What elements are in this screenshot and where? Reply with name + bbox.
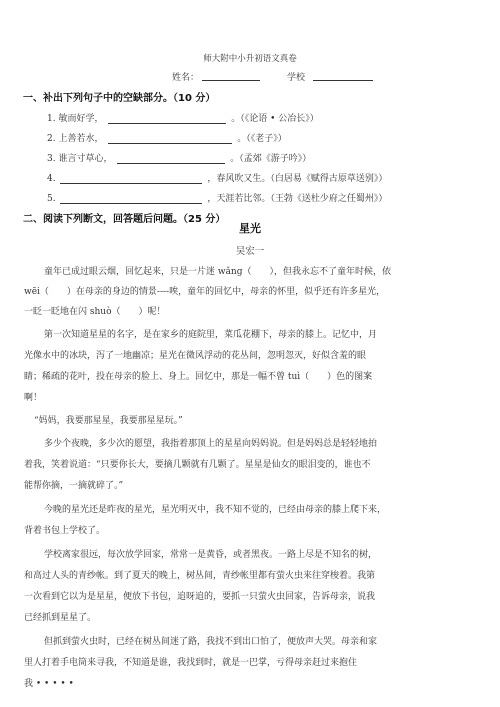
question-number: 3.	[47, 154, 56, 164]
question-number: 4.	[47, 174, 56, 184]
question-1	[47, 111, 319, 124]
question-text-before: 上善若水，	[58, 134, 104, 144]
answer-blank[interactable]	[60, 193, 202, 204]
passage-line: 我 • • • • •	[24, 679, 74, 689]
passage-title: 星光	[239, 222, 261, 235]
passage-line: 童年已成过眼云烟，回忆起来，只是一片迷 wǎng（ ），但我永忘不了童年时候，依	[44, 267, 391, 277]
passage-line: 学校离家很远，每次放学回家，常常一是黄昏，或者黑夜。一路上尽是不知名的树，	[44, 550, 378, 560]
passage-line: 一眨一眨地在闪 shuò（ ）呢！	[24, 307, 166, 317]
answer-blank[interactable]	[108, 113, 226, 124]
name-field[interactable]	[202, 70, 260, 81]
passage-line: 已经抓到星星了。	[24, 613, 97, 623]
passage-line: 第一次知道星星的名字，是在家乡的庭院里，菜瓜花棚下，母亲的膝上。记忆中，月	[44, 330, 378, 340]
question-text-after: ，天涯若比邻。（王勃《送杜少府之任蜀州》）	[207, 194, 388, 204]
question-2	[47, 131, 287, 144]
question-4	[47, 171, 387, 184]
passage-line: 背着书包上学校了。	[24, 526, 106, 536]
question-text-after: 。（《论语 • 公冶长》）	[231, 114, 319, 124]
question-text-after: 。（《老子》）	[237, 134, 287, 144]
question-number: 1.	[47, 114, 56, 124]
passage-line: wēi（ ）在母亲的身边的情景----唉，童年的回忆中，母亲的怀里，似乎还有许多星光，	[24, 287, 386, 297]
passage-line: 但抓到萤火虫时，已经在树丛间迷了路，我找不到出口怕了，便放声大哭。母亲和家	[44, 637, 378, 647]
section2-heading: 二、阅读下列断文，回答题后问题。（25 分）	[23, 214, 226, 225]
question-text-before: 谁言寸草心，	[58, 154, 113, 164]
answer-blank[interactable]	[117, 153, 225, 164]
passage-line: 光像水中的冰块，泻了一地幽凉；星光在微风浮动的花丛间，忽明忽灭，好似含羞的眼	[24, 351, 367, 361]
passage-line: 里人打着手电筒来寻我，不知道是谁，我找到时，就是一巴掌，亏得母亲赶过来抱住	[24, 658, 358, 668]
school-field[interactable]	[313, 70, 373, 81]
school-label: 学校	[287, 73, 306, 83]
passage-line: 和高过人头的青纱帐。到了夏天的晚上，树丛间，青纱帐里都有萤火虫来往穿梭着。我第	[24, 571, 376, 581]
answer-blank[interactable]	[108, 133, 232, 144]
name-label: 姓名：	[172, 73, 200, 83]
question-text-before: 敏而好学，	[58, 114, 104, 124]
passage-line: 啊！	[24, 393, 43, 403]
question-number: 5.	[47, 194, 56, 204]
passage-line: 着我，笑着说道：“只要你长大，要摘几颗就有几颗了。星星是仙女的眼泪变的，谁也不	[24, 460, 371, 470]
question-text-after: ，春风吹又生。（白居易《赋得古原草送别》）	[207, 174, 388, 184]
answer-blank[interactable]	[60, 173, 202, 184]
passage-author: 吴宏一	[235, 246, 265, 257]
passage-line: 睛；稀疏的花叶，投在母亲的脸上、身上。回忆中，那是一幅不曾 tuì（ ）色的图案	[24, 372, 373, 382]
passage-line: 能帮你摘，一摘就碎了。”	[24, 481, 124, 491]
question-3	[47, 151, 311, 164]
passage-line: 多少个夜晚，多少次的愿望，我指着那顶上的星星向妈妈说。但是妈妈总是轻轻地拍	[44, 439, 378, 449]
passage-line: 一次看到它以为是星星，便放下书包，追呀追的，要抓一只萤火虫回家，告诉母亲，说我	[24, 592, 376, 602]
question-5	[47, 191, 387, 204]
exam-title: 师大附中小升初语文真卷	[203, 54, 297, 64]
passage-line: “妈妈，我要那星星，我要那星星玩。”	[34, 416, 183, 426]
question-text-after: 。（孟郊《游子吟》）	[230, 154, 312, 164]
passage-line: 今晚的星光还是昨夜的星光，星光明灭中，我不知不觉的，已经由母亲的膝上爬下来，	[44, 505, 387, 515]
section1-heading: 一、补出下列句子中的空缺部分。（10 分）	[23, 93, 216, 104]
question-number: 2.	[47, 134, 56, 144]
